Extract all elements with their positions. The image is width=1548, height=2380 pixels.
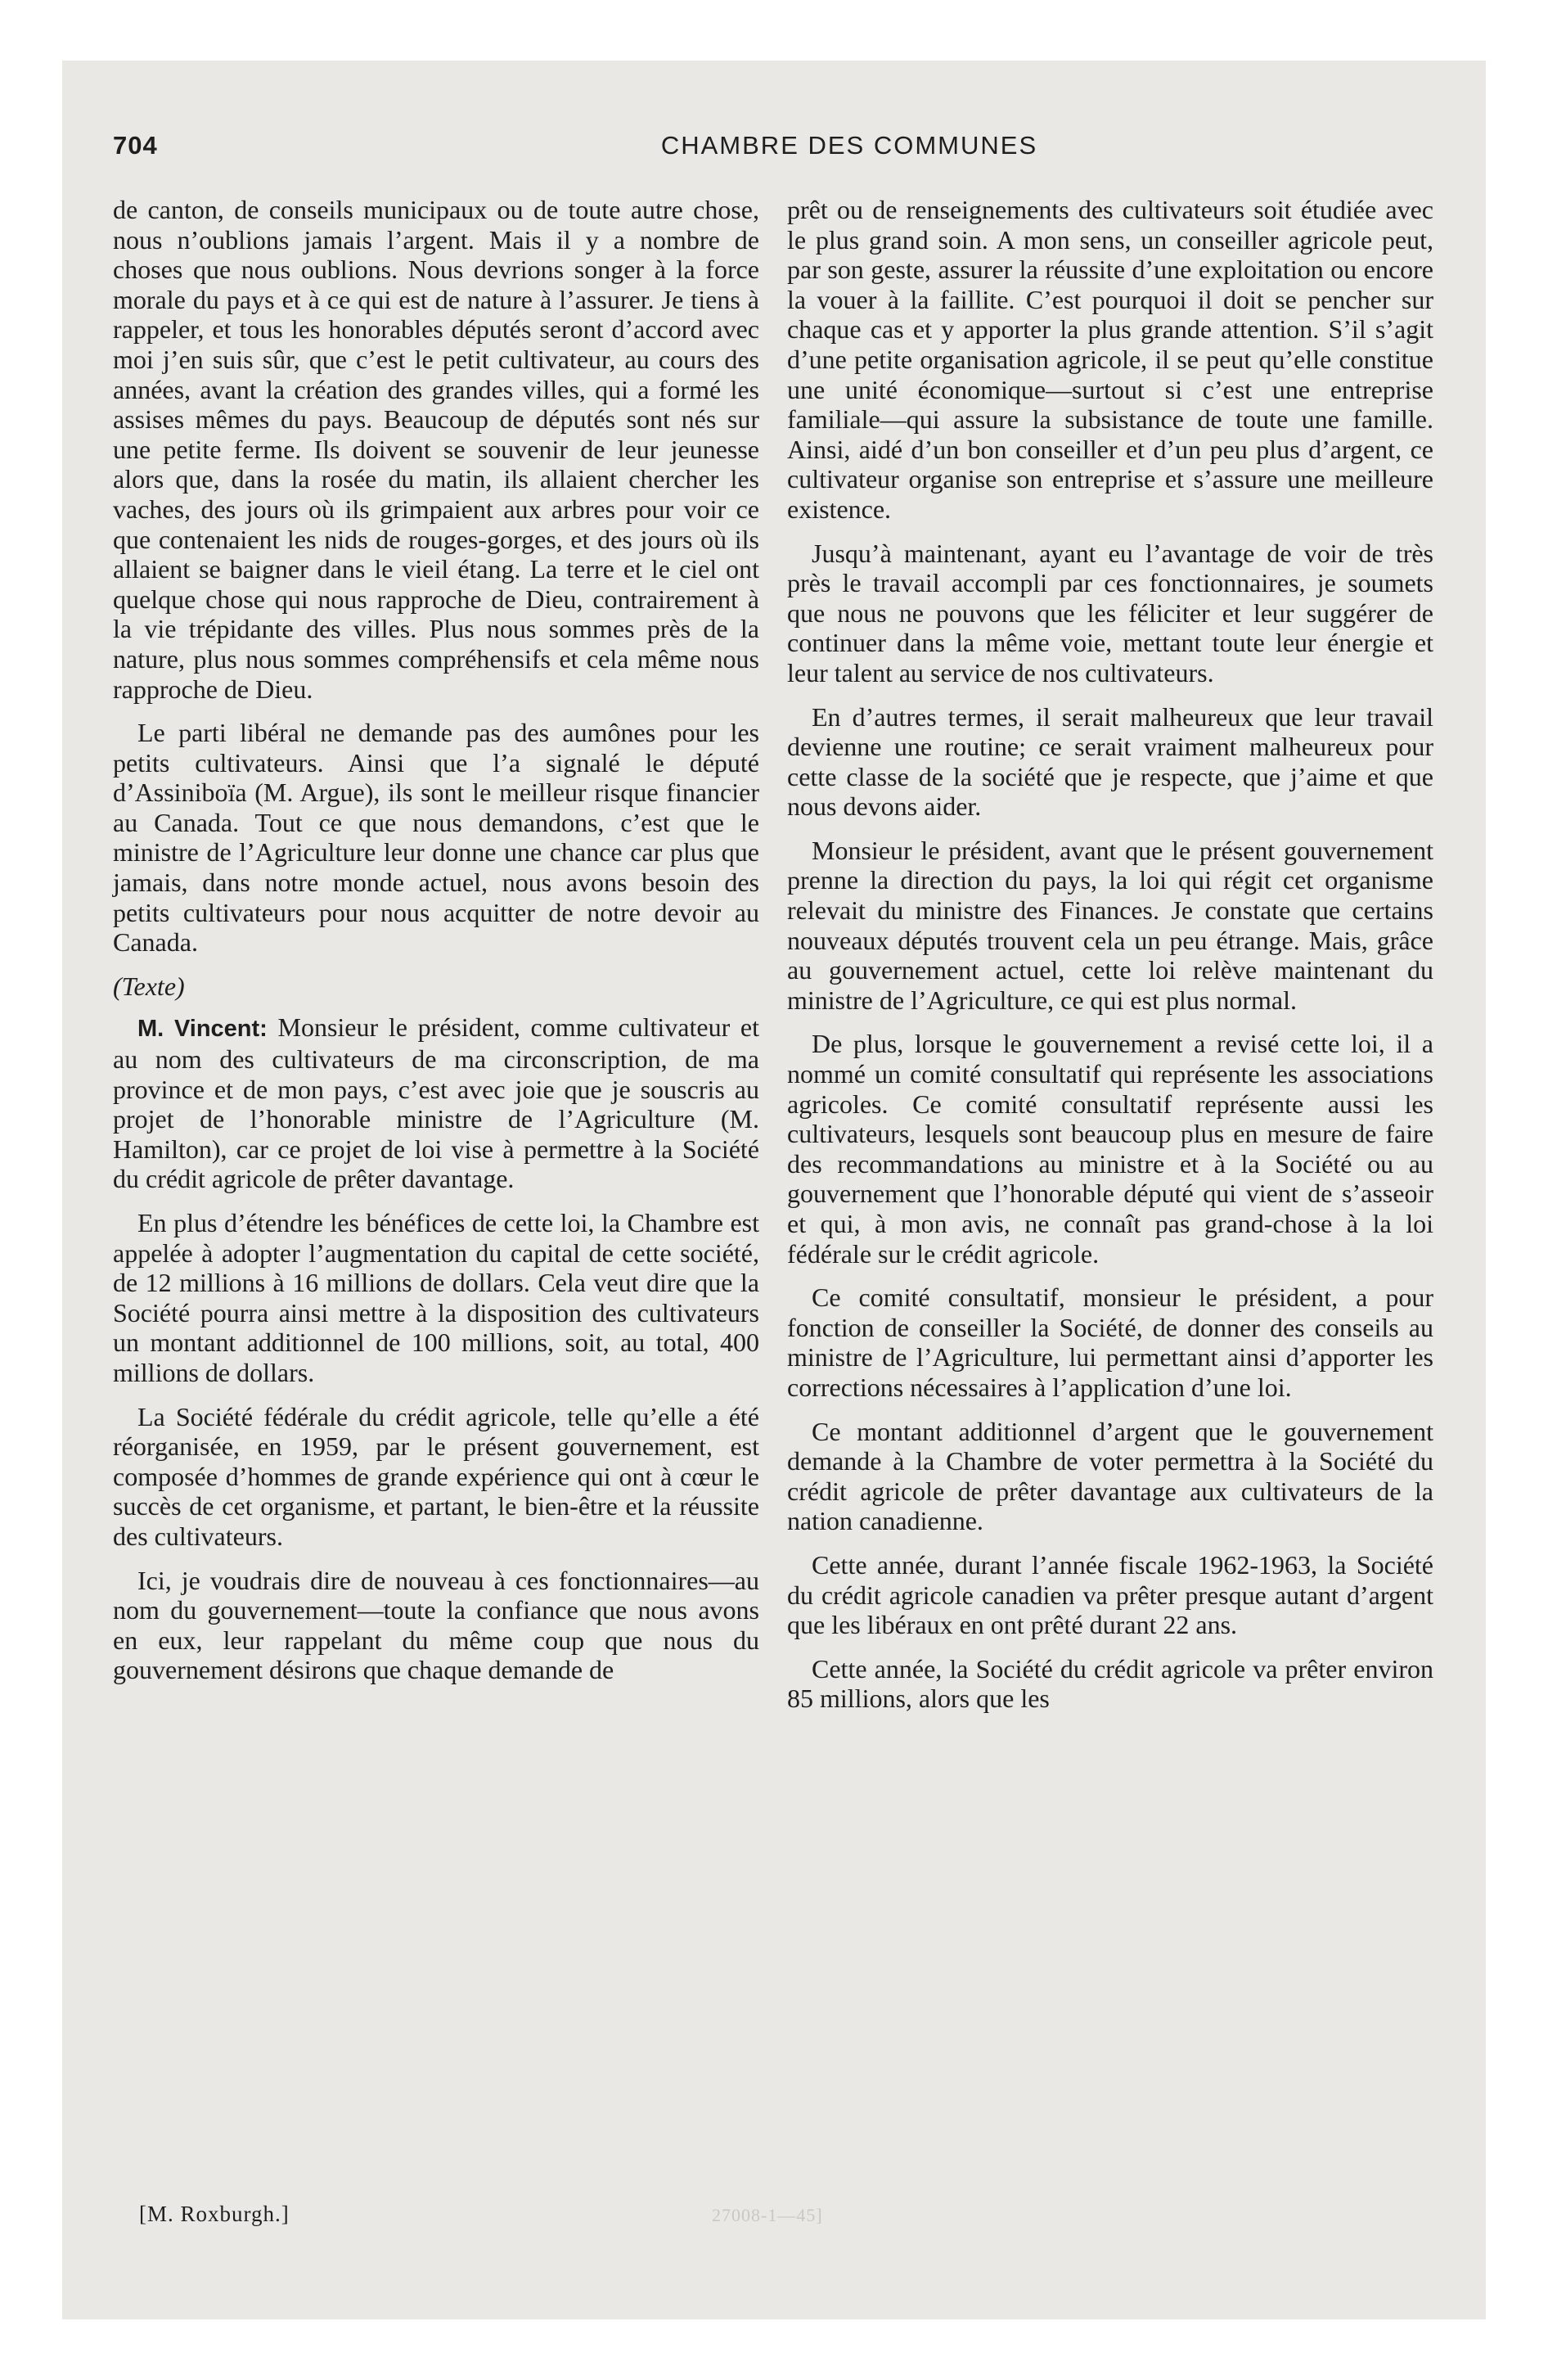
page-number: 704	[113, 131, 158, 160]
paragraph: De plus, lorsque le gouvernement a revisé cette loi, il a nommé un comité consultatif qui représente les associations agricoles. Ce comité consultatif représente aussi les cultivateurs, lesquels sont beaucoup plus en mesure de faire des recommandations au ministre et à la Société ou au gouvernement que l’honorable député qui vient de s’asseoir et qui, à mon avis, ne connaît pas grand-chose à la loi fédérale sur le crédit agricole.	[787, 1029, 1433, 1269]
page-header	[113, 131, 1455, 167]
speech-text: Monsieur le président, comme cultivateur et au nom des cultivateurs de ma circonscription, de ma province et de mon pays, c’est avec joie que je souscris au projet de l’honorable ministre de l’Agriculture (M. Hamilton), car ce projet de loi vise à permettre à la Société du crédit agricole de prêter davantage.	[113, 1012, 760, 1194]
paragraph: de canton, de conseils municipaux ou de toute autre chose, nous n’oublions jamais l’argent. Mais il y a nombre de choses que nous oublions. Nous devrions songer à la force morale du pays et à ce qui est de nature à l’assurer. Je tiens à rappeler, et tous les honorables députés seront d’accord avec moi j’en suis sûr, que c’est le petit cultivateur, au cours des années, avant la création des grandes villes, qui a formé les assises mêmes du pays. Beaucoup de députés sont nés sur une petite ferme. Ils doivent se souvenir de leur jeunesse alors que, dans la rosée du matin, ils allaient chercher les vaches, des jours où ils grimpaient aux arbres pour voir ce que contenaient les nids de rouges-gorges, et des jours où ils allaient se baigner dans le vieil étang. La terre et le ciel ont quelque chose qui nous rapproche de Dieu, contrairement à la vie trépidante des villes. Plus nous sommes près de la nature, plus nous sommes compréhensifs et cela même nous rapproche de Dieu.	[113, 195, 759, 704]
running-head: CHAMBRE DES COMMUNES	[660, 131, 1038, 160]
paragraph: Ce montant additionnel d’argent que le gouvernement demande à la Chambre de voter permettra à la Société du crédit agricole de prêter davantage aux cultivateurs de la nation canadienne.	[787, 1416, 1433, 1536]
paragraph: Ici, je voudrais dire de nouveau à ces fonctionnaires—au nom du gouvernement—toute la confiance que nous avons en eux, leur rappelant du même coup que nous du gouvernement désirons que chaque demande de	[113, 1565, 759, 1685]
paragraph: prêt ou de renseignements des cultivateurs soit étudiée avec le plus grand soin. A mon sens, un conseiller agricole peut, par son geste, assurer la réussite d’une exploitation ou encore la vouer à la faillite. C’est pourquoi il doit se pencher sur chaque cas et y apporter la plus grande attention. S’il s’agit d’une petite organisation agricole, il se peut qu’elle constitue une unité économique—surtout si c’est une entreprise familiale—qui assure la subsistance de toute une famille. Ainsi, aidé d’un bon conseiller et d’un peu plus d’argent, ce cultivateur organise son entreprise et s’assure une meilleure existence.	[787, 195, 1433, 524]
paragraph: Jusqu’à maintenant, ayant eu l’avantage de voir de très près le travail accompli par ces fonctionnaires, je soumets que nous ne pouvons que les féliciter et leur suggérer de continuer dans la même voie, mettant toute leur énergie et leur talent au service de nos cultivateurs.	[787, 538, 1433, 687]
print-stamp: 27008-1—45]	[712, 2205, 823, 2225]
paragraph: Cette année, la Société du crédit agricole va prêter environ 85 millions, alors que les	[787, 1653, 1433, 1714]
paragraph: Cette année, durant l’année fiscale 1962-1963, la Société du crédit agricole canadien va prêter presque autant d’argent que les libéraux en ont prêté durant 22 ans.	[787, 1549, 1433, 1640]
section-heading: (Texte)	[113, 971, 185, 1001]
right-column	[787, 195, 1433, 1728]
paragraph: Monsieur le président, avant que le présent gouvernement prenne la direction du pays, la loi qui régit cet organisme relevait du ministre des Finances. Je constate que certains nouveaux députés trouvent cela un peu étrange. Mais, grâce au gouvernement actuel, cette loi relève maintenant du ministre de l’Agriculture, ce qui est plus normal.	[787, 835, 1433, 1015]
paragraph: En plus d’étendre les bénéfices de cette loi, la Chambre est appelée à adopter l’augmentation du capital de cette société, de 12 millions à 16 millions de dollars. Cela veut dire que la Société pourra ainsi mettre à la disposition des cultivateurs un montant additionnel de 100 millions, soit, au total, 400 millions de dollars.	[113, 1208, 759, 1387]
speaker-reference: [M. Roxburgh.]	[139, 2202, 290, 2226]
paragraph: Ce comité consultatif, monsieur le président, a pour fonction de conseiller la Société, de donner des conseils au ministre de l’Agriculture, lui permettant ainsi d’apporter les corrections nécessaires à l’application d’une loi.	[787, 1282, 1433, 1402]
paragraph: En d’autres termes, il serait malheureux que leur travail devienne une routine; ce serait vraiment malheureux pour cette classe de la société que je respecte, que j’aime et que nous devons aider.	[787, 701, 1433, 822]
paragraph: Le parti libéral ne demande pas des aumônes pour les petits cultivateurs. Ainsi que l’a signalé le député d’Assiniboïa (M. Argue), ils sont le meilleur risque financier au Canada. Tout ce que nous demandons, c’est que le ministre de l’Agriculture leur donne une chance car plus que jamais, dans notre monde actuel, nous avons besoin des petits cultivateurs pour nous acquitter de notre devoir au Canada.	[113, 718, 759, 958]
speech-paragraph	[113, 1012, 759, 1194]
speaker-name: M. Vincent:	[137, 1016, 268, 1043]
paragraph: La Société fédérale du crédit agricole, telle qu’elle a été réorganisée, en 1959, par le présent gouvernement, est composée d’hommes de grande expérience qui ont à cœur le succès de cet organisme, et partant, le bien-être et la réussite des cultivateurs.	[113, 1401, 759, 1551]
left-column	[113, 195, 759, 1699]
